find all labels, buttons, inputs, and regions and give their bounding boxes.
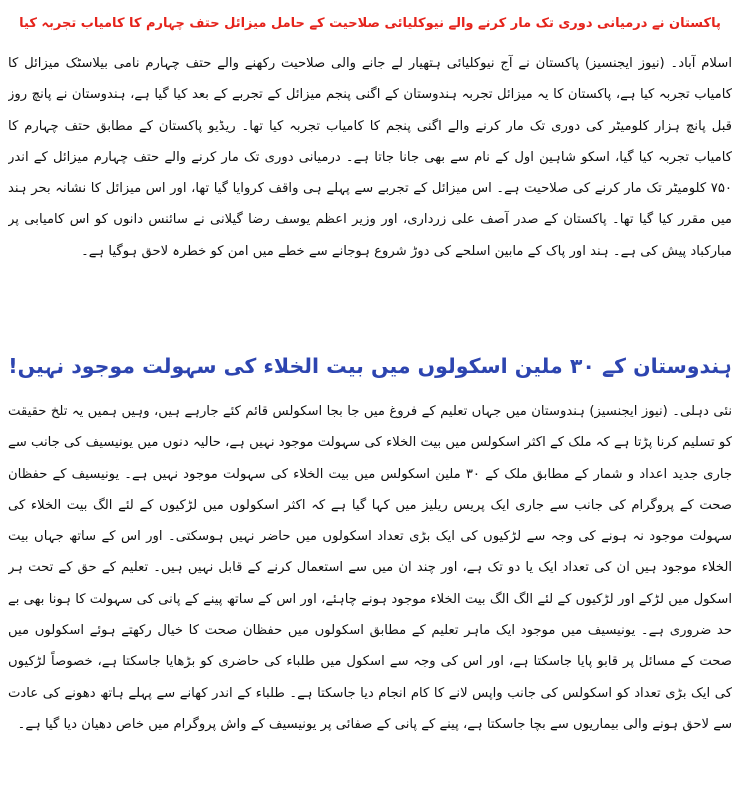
article-1-headline: پاکستان نے درمیانی دوری تک مار کرنے والے نیوکلیائی صلاحیت کے حامل میزائل حتف چہارم کا کامیاب تجربہ کیا [19,16,721,31]
article-2-body: نئی دہلی۔ (نیوز ایجنسیز) ہندوستان میں جہاں تعلیم کے فروغ میں جا بجا اسکولس قائم کئے جارہے ہیں، وہیں ہمیں یہ تلخ حقیقت کو تسلیم کرنا پڑتا ہے کہ ملک کے اکثر اسکولس میں بیت الخلاء کی سہولت موجود نہیں ہے، حالیہ دنوں میں یونیسیف کی جانب سے جاری جدید اعداد و شمار کے مطابق ملک کے ۳۰ ملین اسکولس میں بیت الخلاء کی سہولت موجود نہیں ہے۔ یونیسیف کے حفظان صحت کے پروگرام کی جانب سے جاری ایک پریس ریلیز میں کہا گیا ہے کہ اکثر اسکولوں میں لڑکیوں کے لئے الگ بیت الخلاء کی سہولت موجود نہ ہونے کی وجہ سے لڑکیوں کی ایک بڑی تعداد اسکولوں میں حاضر نہیں ہوسکتی۔ اور اس کے ساتھ جہاں بیت الخلاء موجود ہیں ان کی تعداد ایک یا دو تک ہے، اور چند ان میں سے استعمال کرنے کے قابل نہیں ہیں۔ تعلیم کے حق کے تحت ہر اسکول میں لڑکے اور لڑکیوں کے لئے الگ الگ بیت الخلاء موجود ہونے چاہئے، اور اس کے ساتھ پینے کے پانی کی سہولت کا ہونا بھی بے حد ضروری ہے۔ یونیسیف میں موجود ایک ماہر تعلیم کے مطابق اسکولوں میں حفظان صحت کا خیال رکھتے ہوئے اسکولوں میں صحت کے مسائل پر قابو پایا جاسکتا ہے، اور اس کی وجہ سے اسکول میں طلباء کی حاضری کو بڑھایا جاسکتا ہے، خصوصاً لڑکیوں کی ایک بڑی تعداد کو اسکولس کی جانب واپس لانے کا کام انجام دیا جاسکتا ہے۔ طلباء کے اندر کھانے سے پہلے ہاتھ دھونے کی عادت سے لاحق ہونے والی بیماریوں سے بچا جاسکتا ہے، پینے کے پانی کے صفائی پر یونیسیف کے واش پروگرام میں خاص دھیان دیا گیا ہے۔ [8,404,732,732]
article-1-body: اسلام آباد۔ (نیوز ایجنسیز) پاکستان نے آج نیوکلیائی ہتھیار لے جانے والی صلاحیت رکھنے والے حتف چہارم نامی بیلاسٹک میزائل کا کامیاب تجربہ کیا ہے، پاکستان کا یہ میزائل تجربہ ہندوستان کے اگنی پنجم میزائل کے تجربے کے بعد کیا گیا ہے، ہندوستان نے پانچ روز قبل پانچ ہزار کلومیٹر کی دوری تک مار کرنے والے اگنی پنجم کا کامیاب تجربہ کیا تھا۔ ریڈیو پاکستان کے مطابق حتف چہارم کا کامیاب تجربہ کیا گیا، اسکو شاہین اول کے نام سے بھی جانا جاتا ہے۔ درمیانی دوری تک مار کرنے والے حتف چہارم میزائل کے اندر ۷۵۰ کلومیٹر تک مار کرنے کی صلاحیت ہے۔ اس میزائل کے تجربے سے پہلے ہی واقف کروایا گیا تھا، اور اس میزائل کا نشانہ بحر ہند میں مقرر کیا گیا تھا۔ پاکستان کے صدر آصف علی زرداری، اور وزیر اعظم یوسف رضا گیلانی نے سائنس دانوں کو اس کامیابی پر مبارکباد پیش کی ہے۔ ہند اور پاک کے مابین اسلحے کی دوڑ شروع ہوجانے سے خطے میں امن کو خطرہ لاحق ہوگیا ہے۔ [8,56,732,259]
article-2-headline: ہندوستان کے ۳۰ ملین اسکولوں میں بیت الخلاء کی سہولت موجود نہیں! [8,354,732,378]
